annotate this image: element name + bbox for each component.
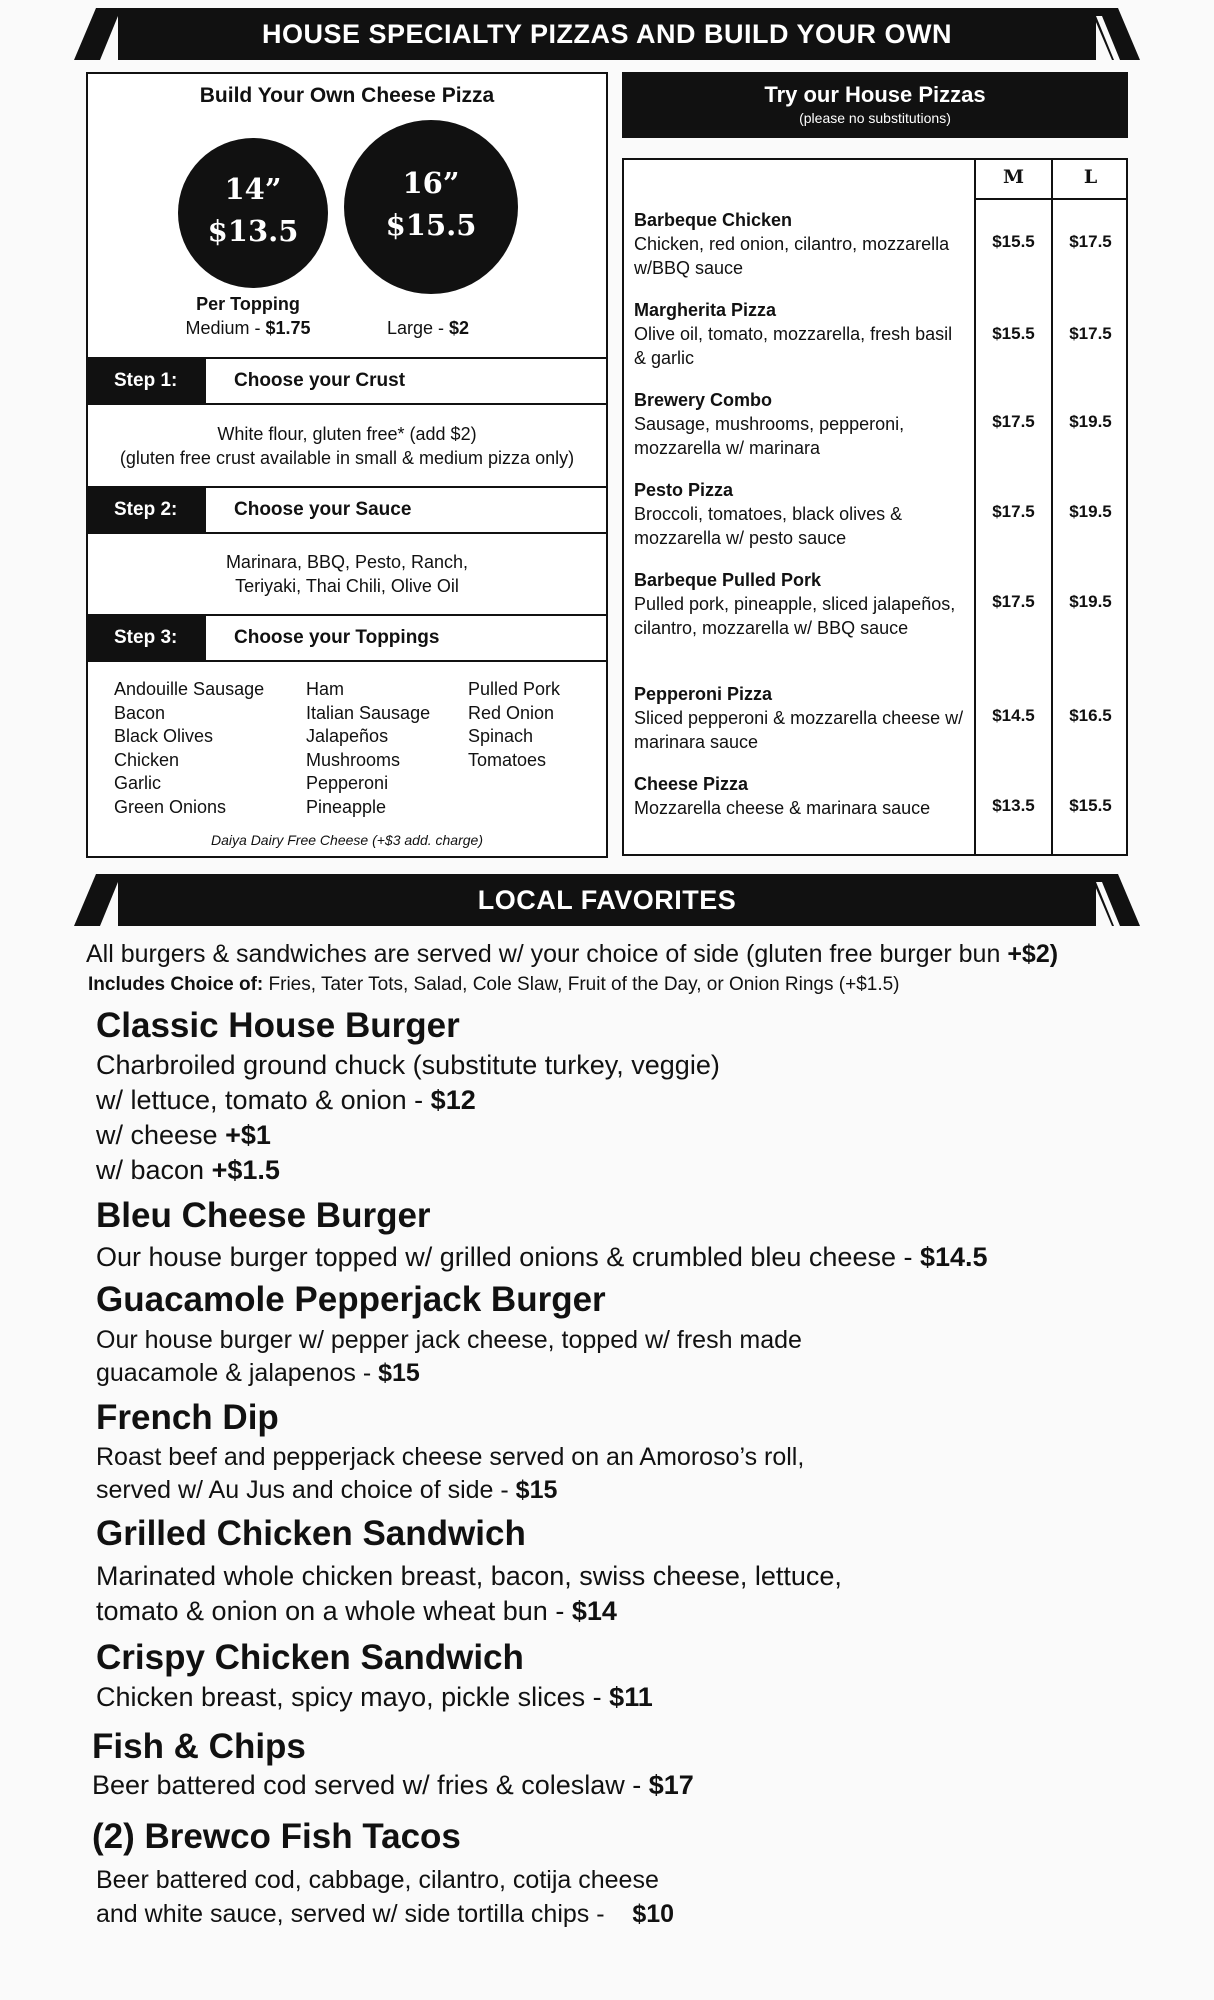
step1-title: Choose your Crust [234,370,406,391]
topping-item: Andouille Sausage [114,679,265,699]
item-title-crispy-chicken-sandwich: Crispy Chicken Sandwich [96,1638,524,1677]
gluten-free-bun-price: +$2) [1007,940,1059,968]
topping-item: Chicken [114,749,180,770]
size-16-circle [344,120,518,294]
sides-choices-label: Includes Choice of: [88,974,264,995]
item-desc-line [96,1359,420,1388]
item-desc-text: w/ bacon [96,1155,212,1185]
item-desc-text: w/ lettuce, tomato & onion - [96,1085,431,1115]
pizza-price-m: $15.5 [992,232,1035,251]
item-title-brewco-fish-tacos: (2) Brewco Fish Tacos [92,1817,461,1856]
item-desc-line [96,1900,674,1929]
pizza-desc: Mozzarella cheese & marinara sauce [634,798,931,818]
pizza-name: Barbeque Pulled Pork [634,570,822,590]
pizza-desc: Chicken, red onion, cilantro, mozzarella w/BBQ sauce [634,234,950,278]
medium-price: $1.75 [265,318,311,338]
pizza-desc: Sliced pepperoni & mozzarella cheese w/ marinara sauce [634,708,964,752]
crust-note: (gluten free crust available in small & medium pizza only) [119,448,575,468]
header-underline [974,198,1128,200]
local-favorites-title: LOCAL FAVORITES [118,874,1096,926]
item-desc-line [96,1596,617,1627]
sides-intro-text: All burgers & sandwiches are served w/ your choice of side (gluten free burger bun [86,940,1008,968]
topping-item: Red Onion [468,702,555,723]
pizza-price-l: $19.5 [1069,592,1112,611]
item-title-french-dip: French Dip [96,1398,279,1437]
house-pizzas-subtitle: (please no substitutions) [799,110,951,126]
toppings-column-3 [468,678,560,772]
topping-item: Spinach [468,726,534,746]
banner-left-slash [74,874,124,926]
pizza-row-barbeque-chicken [634,208,964,280]
house-pizzas-title: Try our House Pizzas [764,82,986,107]
topping-item: Garlic [114,773,162,793]
item-price: $15 [378,1359,420,1387]
item-desc-text: and white sauce, served w/ side tortilla chips - [96,1900,633,1928]
pizza-price-m: $17.5 [992,592,1035,611]
toppings-column-1 [114,678,264,819]
specialty-banner-title: HOUSE SPECIALTY PIZZAS AND BUILD YOUR OWN [118,8,1096,60]
step1-row [88,357,606,405]
banner-right-slash [1090,874,1140,926]
item-desc-line [96,1682,653,1713]
item-desc-line [92,1770,694,1801]
topping-item: Pineapple [306,796,387,817]
pizza-name: Cheese Pizza [634,774,749,794]
size-16-price: $15.5 [385,208,477,242]
pizza-price-l: $19.5 [1069,412,1112,431]
topping-item: Tomatoes [468,749,547,770]
large-topping-price [358,318,498,339]
item-desc-line [96,1242,988,1273]
sides-choices [88,974,900,996]
pizza-price-m: $15.5 [992,324,1035,343]
pizza-row-margherita [634,298,964,370]
item-title-bleu-cheese-burger: Bleu Cheese Burger [96,1196,431,1235]
house-pizzas-header [622,72,1128,138]
medium-label: Medium - [185,318,266,338]
item-title-guacamole-burger: Guacamole Pepperjack Burger [96,1280,606,1319]
pizza-desc: Pulled pork, pineapple, sliced jalapeños, cilantro, mozzarella w/ BBQ sauce [634,594,956,638]
pizza-row-pepperoni [634,682,964,754]
pizza-name: Brewery Combo [634,390,773,410]
pizza-price-m: $13.5 [992,796,1035,815]
item-desc-text: tomato & onion on a whole wheat bun - [96,1596,572,1626]
pizza-row-pulled-pork [634,568,964,640]
pizza-price-l: $17.5 [1069,232,1112,251]
item-desc-text: Our house burger topped w/ grilled onions & crumbled bleu cheese - [96,1242,920,1272]
step3-row [88,614,606,662]
per-topping-label: Per Topping [196,294,300,314]
pizza-name: Pesto Pizza [634,480,734,500]
item-desc-line [96,1155,280,1186]
item-desc-text: w/ cheese [96,1120,226,1150]
topping-item: Mushrooms [306,749,401,770]
crust-options: White flour, gluten free* (add $2) [217,424,477,444]
topping-item: Black Olives [114,726,214,746]
sauce-options-2: Teriyaki, Thai Chili, Olive Oil [235,576,459,596]
local-favorites-banner [0,874,1214,926]
step2-row [88,486,606,534]
pizza-name: Margherita Pizza [634,300,777,320]
house-pizzas-table [622,158,1128,856]
item-title-fish-and-chips: Fish & Chips [92,1727,306,1766]
item-desc-text: guacamole & jalapenos - [96,1359,379,1387]
item-title-grilled-chicken-sandwich: Grilled Chicken Sandwich [96,1514,526,1553]
pizza-price-l: $19.5 [1069,502,1112,521]
pizza-name: Pepperoni Pizza [634,684,773,704]
step2-label: Step 2: [88,488,206,532]
pizza-desc: Olive oil, tomato, mozzarella, fresh basil & garlic [634,324,953,368]
pizza-desc: Broccoli, tomatoes, black olives & mozzarella w/ pesto sauce [634,504,903,548]
sides-intro [86,940,1058,969]
item-desc-line: Our house burger w/ pepper jack cheese, topped w/ fresh made [96,1326,802,1354]
item-desc-text: served w/ Au Jus and choice of side - [96,1476,516,1504]
topping-item: Jalapeños [306,726,389,746]
topping-item: Bacon [114,702,166,723]
build-your-own-box [86,72,608,858]
pizza-price-m: $17.5 [992,412,1035,431]
step1-label: Step 1: [88,359,206,403]
item-price: $15 [515,1476,558,1504]
pizza-row-cheese [634,772,964,820]
size-16-label: 16” [402,166,460,200]
item-price: $14.5 [919,1242,988,1272]
topping-item: Italian Sausage [306,702,431,723]
topping-item: Pulled Pork [468,679,561,699]
pizza-name: Barbeque Chicken [634,210,793,230]
item-price: $14 [571,1596,617,1626]
banner-right-slash [1090,8,1140,60]
column-header-l: L [1083,166,1098,188]
pizza-price-l: $15.5 [1069,796,1112,815]
topping-item: Pepperoni [306,773,389,793]
banner-left-slash [74,8,124,60]
item-price: $12 [430,1085,476,1115]
build-title: Build Your Own Cheese Pizza [199,84,495,107]
large-label: Large - [386,318,449,338]
pizza-desc: Sausage, mushrooms, pepperoni, mozzarella w/ marinara [634,414,905,458]
topping-item: Ham [306,679,345,699]
item-desc-line: Beer battered cod, cabbage, cilantro, cotija cheese [96,1866,659,1894]
pizza-row-brewery-combo [634,388,964,460]
item-desc-line: Marinated whole chicken breast, bacon, swiss cheese, lettuce, [96,1561,842,1591]
sauce-options-1: Marinara, BBQ, Pesto, Ranch, [225,552,469,572]
pizza-price-m: $14.5 [992,706,1035,725]
item-price: $11 [609,1682,653,1712]
daiya-note: Daiya Dairy Free Cheese (+$3 add. charge) [211,832,483,848]
large-price: $2 [449,318,470,338]
column-header-m: M [1002,166,1025,188]
step2-title: Choose your Sauce [234,499,412,520]
item-desc-line [96,1120,271,1151]
size-14-label: 14” [224,172,282,206]
pizza-price-l: $17.5 [1069,324,1112,343]
step3-label: Step 3: [88,616,206,660]
item-price: $10 [632,1900,675,1928]
item-desc-line: Roast beef and pepperjack cheese served on an Amoroso’s roll, [96,1443,805,1471]
item-desc-text: Beer battered cod served w/ fries & coleslaw - [92,1770,649,1800]
item-price: +$1.5 [211,1155,280,1185]
item-title-classic-house-burger: Classic House Burger [96,1006,460,1045]
size-14-price: $13.5 [207,214,299,248]
item-price: +$1 [225,1120,271,1150]
toppings-column-2 [306,678,430,819]
pizza-price-m: $17.5 [992,502,1035,521]
step3-title: Choose your Toppings [234,627,440,648]
size-14-circle [178,138,328,288]
specialty-banner [0,8,1214,60]
topping-item: Green Onions [114,796,227,817]
item-desc-line [96,1476,557,1505]
pizza-row-pesto [634,478,964,550]
item-desc-text: Chicken breast, spicy mayo, pickle slices - [96,1682,610,1712]
pizza-price-l: $16.5 [1069,706,1112,725]
item-desc-line: Charbroiled ground chuck (substitute turkey, veggie) [96,1050,720,1080]
item-desc-line [96,1085,476,1116]
medium-topping-price [148,318,348,339]
item-price: $17 [648,1770,694,1800]
sides-choices-text: Fries, Tater Tots, Salad, Cole Slaw, Fruit of the Day, or Onion Rings (+$1.5) [263,974,900,995]
